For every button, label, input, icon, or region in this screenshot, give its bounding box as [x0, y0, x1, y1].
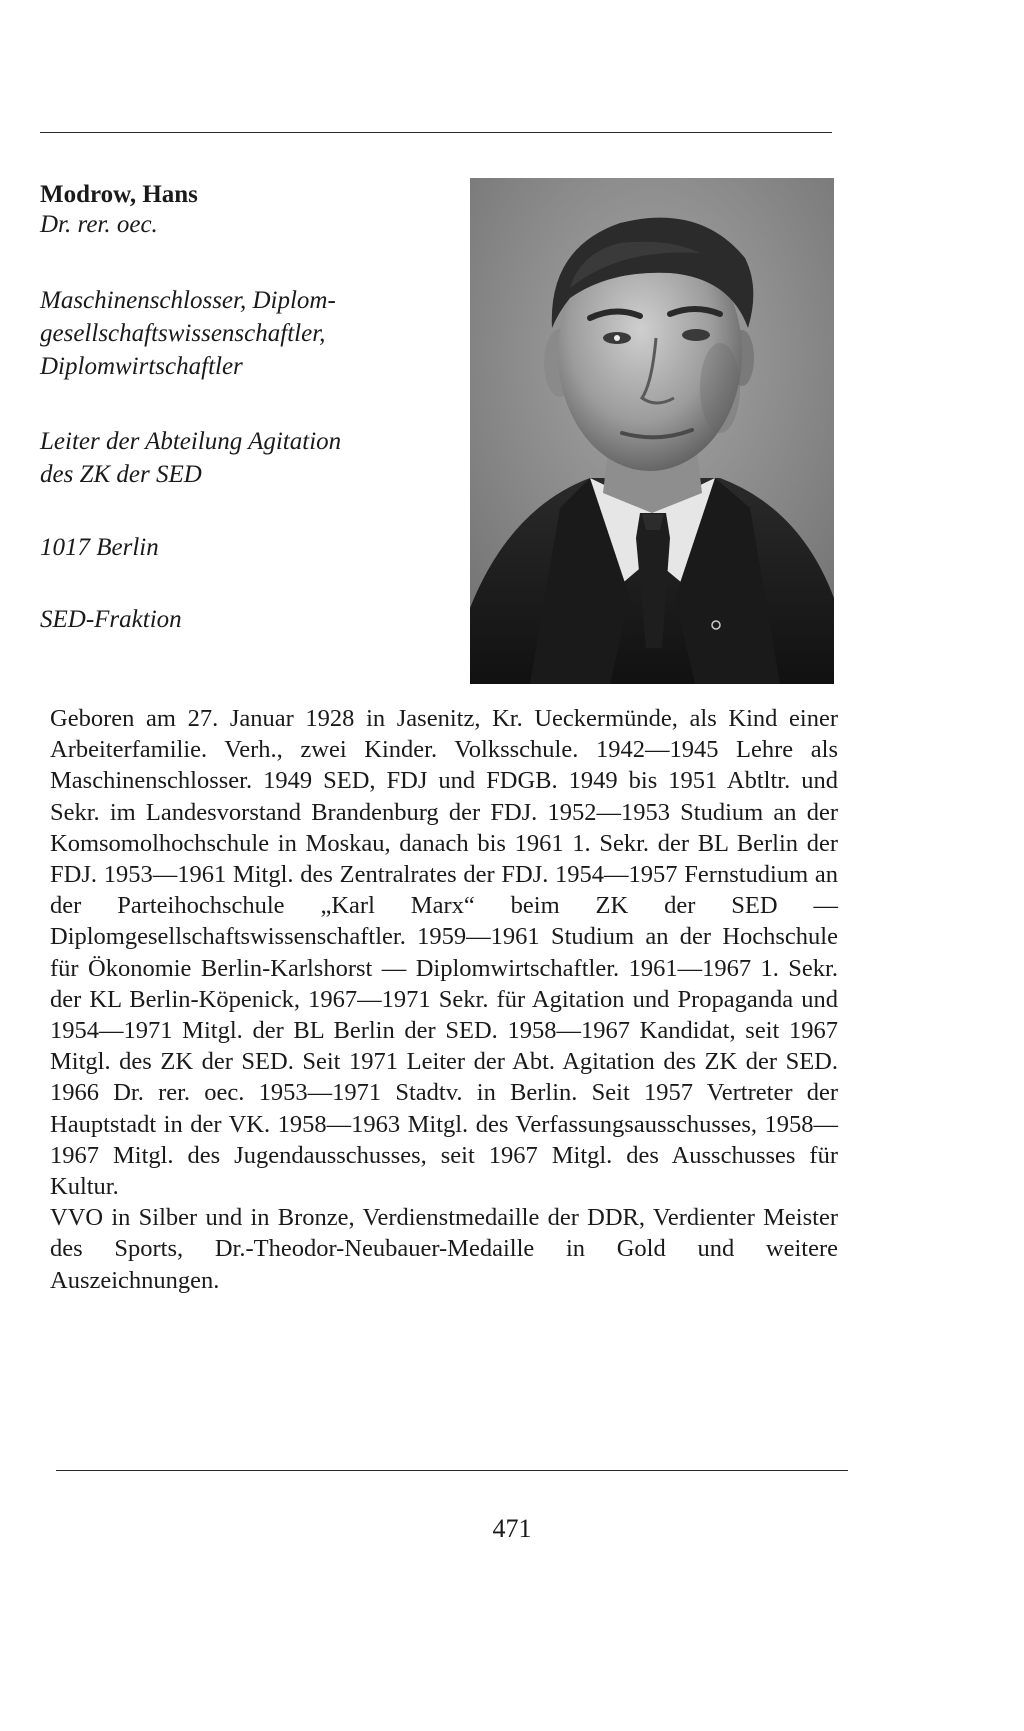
biography — [50, 703, 838, 1296]
position-line: des ZK der SED — [40, 461, 202, 488]
profession-line: Diplomwirtschaftler — [40, 353, 243, 380]
profession-line: gesellschaftswissenschaftler, — [40, 320, 326, 347]
person-name: Modrow, Hans — [40, 181, 198, 208]
biography-main-text: Geboren am 27. Januar 1928 in Jasenitz, Kr. Ueckermünde, als Kind einer Arbeiterfamilie. Verh., zwei Kinder. Volksschule. 1942—1945 Lehre als Maschinenschlosser. 1949 SED, FDJ und FDGB. 1949 bis 1951 Abtltr. und Sekr. im Landesvorstand Brandenburg der FDJ. 1952—1953 Studium an der Komsomolhochschule in Moskau, danach bis 1961 1. Sekr. der BL Berlin der FDJ. 1953—1961 Mitgl. des Zentralrates der FDJ. 1954—1957 Fernstudium an der Parteihochschule „Karl Marx“ beim ZK der SED — Diplomgesellschaftswissenschaftler. 1959—1961 Studium an der Hochschule für Ökonomie Berlin-Karlshorst — Diplomwirtschaftler. 1961—1967 1. Sekr. der KL Berlin-Köpenick, 1967—1971 Sekr. für Agitation und Propaganda und 1954—1971 Mitgl. der BL Berlin der SED. 1958—1967 Kandidat, seit 1967 Mitgl. des ZK der SED. Seit 1971 Leiter der Abt. Agitation des ZK der SED. 1966 Dr. rer. oec. 1953—1971 Stadtv. in Berlin. Seit 1957 Vertreter der Hauptstadt in der VK. 1958—1963 Mitgl. des Verfassungsausschusses, 1958—1967 Mitgl. des Jugendausschusses, seit 1967 Mitgl. des Ausschusses für Kultur. — [50, 705, 838, 1201]
portrait-photo — [470, 178, 834, 684]
entry-header — [40, 180, 440, 635]
faction: SED-Fraktion — [40, 606, 182, 633]
profession — [40, 284, 440, 383]
position-line: Leiter der Abteilung Agitation — [40, 428, 342, 455]
academic-title: Dr. rer. oec. — [40, 211, 158, 238]
city: 1017 Berlin — [40, 534, 159, 561]
biography-awards-text: VVO in Silber und in Bronze, Verdienstmedaille der DDR, Verdienter Meister des Sports, Dr.-Theodor-Neubauer-Medaille in Gold und weitere Auszeichnungen. — [50, 1204, 838, 1294]
top-divider — [40, 132, 832, 133]
portrait-illustration — [470, 178, 834, 684]
profession-line: Maschinenschlosser, Diplom- — [40, 287, 336, 314]
page-number: 471 — [492, 1514, 532, 1543]
bottom-divider — [56, 1470, 848, 1471]
position — [40, 425, 440, 491]
